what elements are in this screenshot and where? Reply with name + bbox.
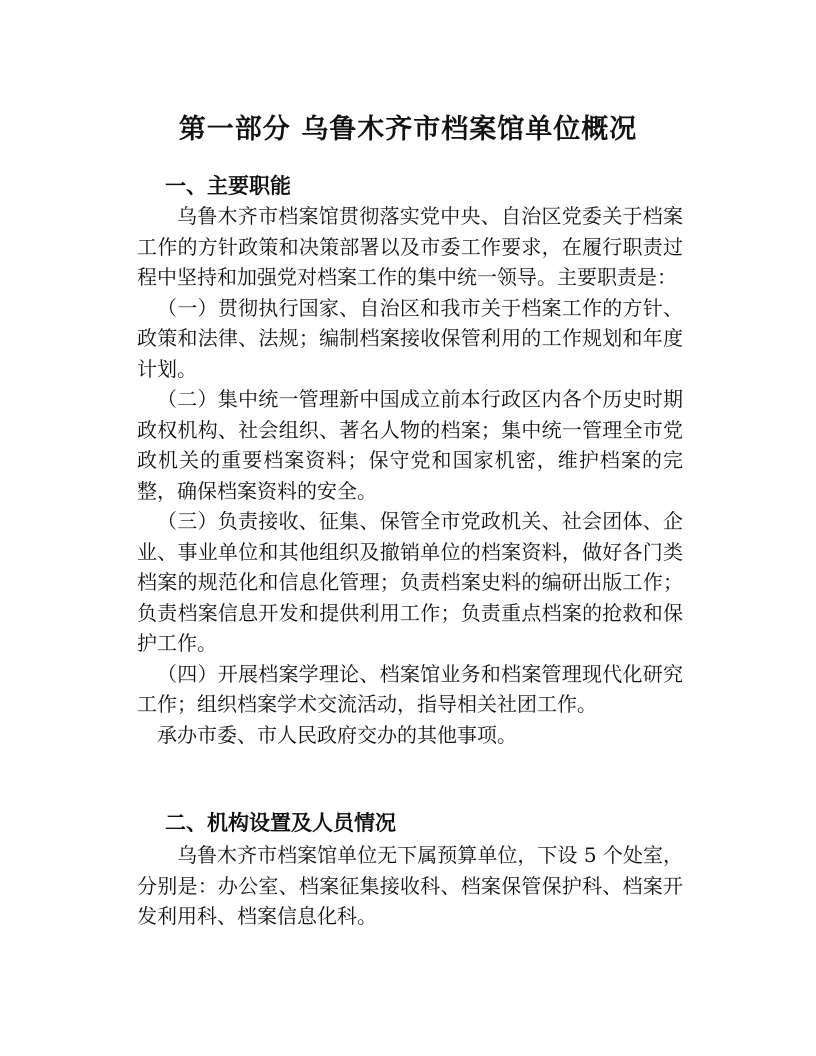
duty-item-3: （三）负责接收、征集、保管全市党政机关、社会团体、企业、事业单位和其他组织及撤销单位的档案资料，做好各门类档案的规范化和信息化管理；负责档案史料的编研出版工作；负责档案信息开发和提供利用工作；负责重点档案的抢救和保护工作。: [137, 509, 683, 655]
duty-item-5: 承办市委、市人民政府交办的其他事项。: [157, 722, 517, 747]
section-body-organization: [137, 840, 683, 932]
section-heading-organization: 二、机构设置及人员情况: [165, 811, 396, 835]
section-body-main-functions: [137, 201, 683, 750]
duty-item-1: （一）贯彻执行国家、自治区和我市关于档案工作的方针、政策和法律、法规；编制档案接收保管利用的工作规划和年度计划。: [137, 295, 683, 381]
organization-paragraph: 乌鲁木齐市档案馆单位无下属预算单位，下设 5 个处室，分别是：办公室、档案征集接收科、档案保管保护科、档案开发利用科、档案信息化科。: [137, 843, 683, 928]
duty-item-2: （二）集中统一管理新中国成立前本行政区内各个历史时期政权机构、社会组织、著名人物的档案；集中统一管理全市党政机关的重要档案资料；保守党和国家机密，维护档案的完整，确保档案资料的安全。: [137, 387, 683, 503]
intro-paragraph: 乌鲁木齐市档案馆贯彻落实党中央、自治区党委关于档案工作的方针政策和决策部署以及市委工作要求，在履行职责过程中坚持和加强党对档案工作的集中统一领导。主要职责是：: [137, 204, 683, 289]
page-title: 第一部分 乌鲁木齐市档案馆单位概况: [178, 114, 638, 145]
section-heading-main-functions: 一、主要职能: [165, 174, 291, 198]
duty-item-4: （四）开展档案学理论、档案馆业务和档案管理现代化研究工作；组织档案学术交流活动，指导相关社团工作。: [137, 661, 683, 716]
